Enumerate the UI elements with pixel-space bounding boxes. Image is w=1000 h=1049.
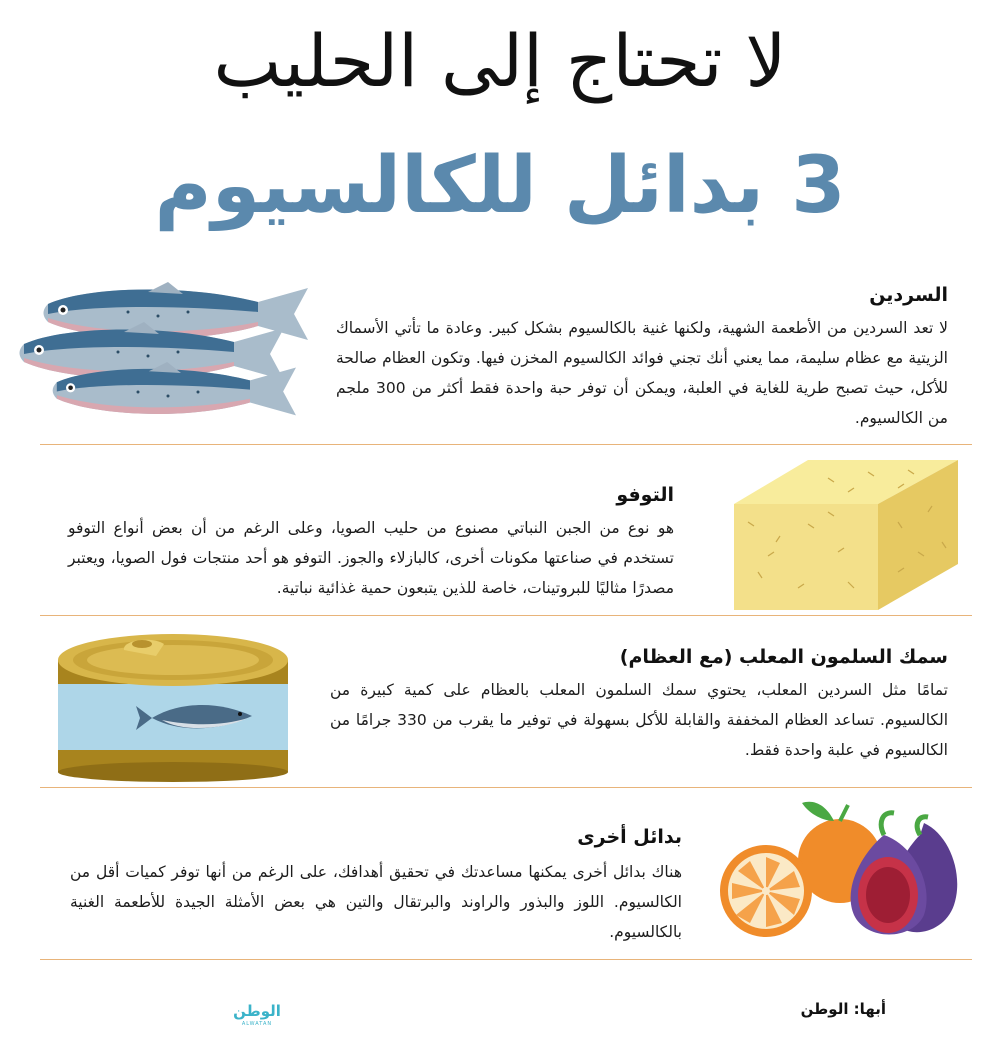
section-text-salmon: تمامًا مثل السردين المعلب، يحتوي سمك السلمون المعلب بالعظام على كمية كبيرة من الكالسيوم. تساعد العظام المخففة والقابلة للأكل بسهولة في توفير ما يقرب من 330 جرامًا من الكالسيوم في علبة واحدة فقط.	[330, 681, 949, 759]
section-title-tofu: التوفو	[616, 484, 674, 506]
divider	[40, 444, 972, 445]
divider	[40, 959, 972, 960]
page-title: لا تحتاج إلى الحليب	[213, 19, 787, 103]
section-text-other: هناك بدائل أخرى يمكنها مساعدتك في تحقيق أهدافك، على الرغم من أنها توفر كميات أقل من الكالسيوم. اللوز والبذور والراوند والبرتقال والتين هي بعض الأمثلة الجيدة للأطعمة الغنية بالكالسيوم.	[70, 863, 682, 941]
sardines-icon	[8, 282, 328, 442]
logo-arabic-text: الوطن	[233, 1002, 281, 1020]
section-text-sardines: لا تعد السردين من الأطعمة الشهية، ولكنها غنية بالكالسيوم بشكل كبير. وعادة ما تأتي الأسماك الزيتية مع عظام سليمة، مما يعني أنك تجني فوائد الكالسيوم المخزن فيها. وتكون العظام صالحة للأكل، حيث تصبح طرية للغاية في العلبة، ويمكن أن توفر حبة واحدة فقط أكثر من 300 ملجم من الكالسيوم.	[336, 319, 948, 427]
section-text-tofu: هو نوع من الجبن النباتي مصنوع من حليب الصويا، وعلى الرغم من أن بعض أنواع التوفو تستخدم في صناعتها مكونات أخرى، كالبازلاء والجوز. التوفو هو أحد منتجات فول الصويا، ويعتبر مصدرًا مثاليًا للبروتينات، خاصة للذين يتبعون حمية غذائية نباتية.	[68, 519, 674, 597]
section-title-sardines: السردين	[869, 284, 948, 306]
logo-english-text: ALWATAN	[241, 1021, 273, 1027]
divider	[40, 787, 972, 788]
alwatan-logo	[222, 1001, 292, 1027]
footer-source: أبها: الوطن	[800, 1000, 886, 1018]
page-subtitle: 3 بدائل للكالسيوم	[154, 141, 846, 231]
canned-fish-icon	[52, 630, 294, 782]
section-title-other: بدائل أخرى	[577, 826, 682, 848]
divider	[40, 615, 972, 616]
section-title-salmon: سمك السلمون المعلب (مع العظام)	[619, 646, 948, 668]
orange-fig-icon	[714, 795, 970, 945]
tofu-icon	[728, 452, 964, 612]
